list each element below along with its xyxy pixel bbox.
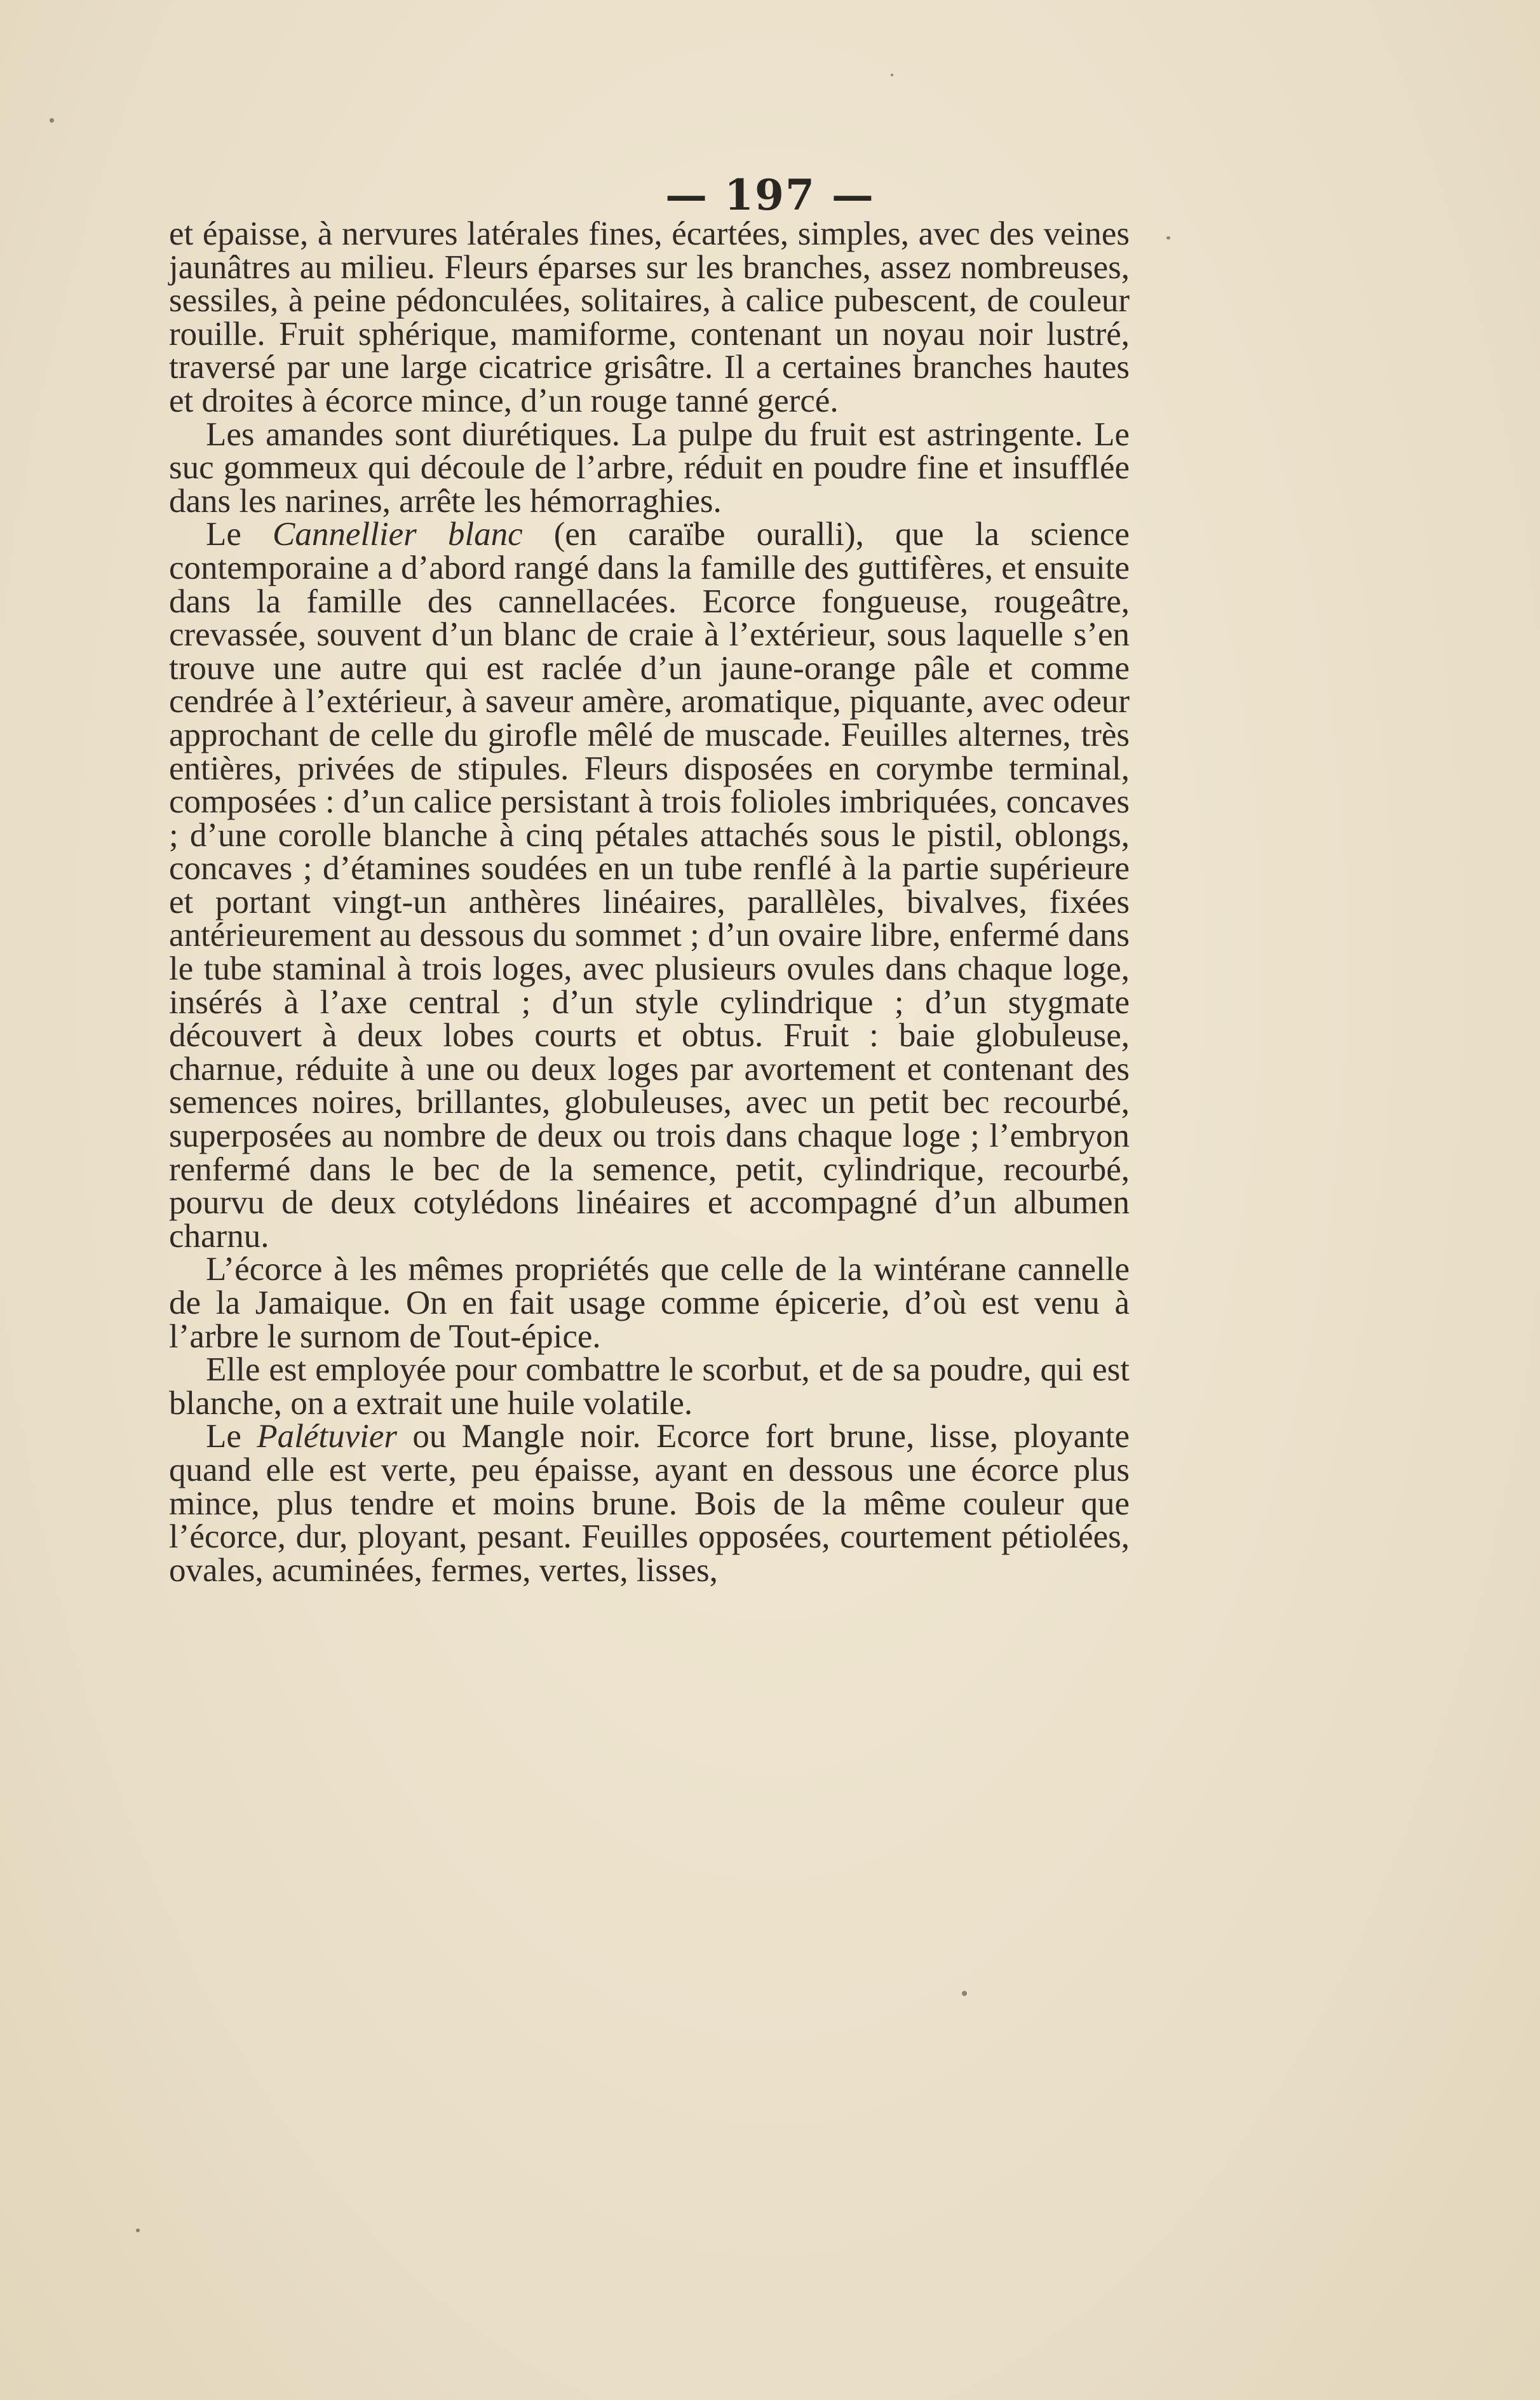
text-run: et épaisse, à nervures latérales fines, écartées, simples, avec des veines jaunâtres au milieu. Fleurs éparses sur les branches, assez nombreuses, sessiles, à peine pédonculées, solitaires, à calice pubescent, de couleur rouille. Fruit sphérique, mamiforme, contenant un noyau noir lustré, traversé par une large cicatrice grisâtre. Il a certaines branches hautes et droites à écorce mince, d’un rouge tanné gercé. [169, 215, 1130, 419]
page-number: — 197 — [665, 170, 875, 220]
text-run: L’écorce à les mêmes propriétés que celle de la wintérane cannelle de la Jamaique. On en fait usage comme épicerie, d’où est venu à l’arbre le surnom de Tout-épice. [169, 1251, 1130, 1355]
text-run: Le [206, 516, 273, 553]
paragraph [169, 518, 1130, 1253]
paragraph [169, 1353, 1130, 1420]
paragraph [169, 1253, 1130, 1353]
paragraph [169, 1420, 1130, 1587]
paper-speck [1166, 236, 1170, 239]
text-run: Elle est employée pour combattre le scorbut, et de sa poudre, qui est blanche, on a extrait une huile volatile. [169, 1351, 1130, 1422]
body-text [169, 217, 1130, 1587]
text-run: Les amandes sont diurétiques. La pulpe du fruit est astringente. Le suc gommeux qui découle de l’arbre, réduit en poudre fine et insufflée dans les narines, arrête les hémorraghies. [169, 415, 1130, 520]
text-run: (en caraïbe ouralli), que la science contemporaine a d’abord rangé dans la famille des guttifères, et ensuite dans la famille des cannellacées. Ecorce fongueuse, rougeâtre, crevassée, souvent d’un blanc de craie à l’extérieur, sous laquelle s’en trouve une autre qui est raclée d’un jaune-orange pâle et comme cendrée à l’extérieur, à saveur amère, aromatique, piquante, avec odeur approchant de celle du girofle mêlé de muscade. Feuilles alternes, très entières, privées de stipules. Fleurs disposées en corymbe terminal, composées : d’un calice persistant à trois folioles imbriquées, concaves ; d’une corolle blanche à cinq pétales attachés sous le pistil, oblongs, concaves ; d’étamines soudées en un tube renflé à la partie supérieure et portant vingt-un anthères linéaires, parallèles, bivalves, fixées antérieurement au dessous du sommet ; d’un ovaire libre, enfermé dans le tube staminal à trois loges, avec plusieurs ovules dans chaque loge, insérés à l’axe central ; d’un style cylindrique ; d’un stygmate découvert à deux lobes courts et obtus. Fruit : baie globuleuse, charnue, réduite à une ou deux loges par avortement et contenant des semences noires, brillantes, globuleuses, avec un petit bec recourbé, superposées au nombre de deux ou trois dans chaque loge ; l’embryon renfermé dans le bec de la semence, petit, cylindrique, recourbé, pourvu de deux cotylédons linéaires et accompagné d’un albumen charnu. [169, 516, 1130, 1255]
paper-speck [962, 1991, 967, 1996]
paper-speck [50, 118, 54, 123]
paper-speck [136, 2228, 140, 2232]
text-run: Le [206, 1418, 257, 1455]
italic-term: Cannellier blanc [273, 516, 523, 553]
text-run: ou Mangle noir. Ecorce fort brune, lisse, ployante quand elle est verte, peu épaisse, ayant en dessous une écorce plus mince, plus tendre et moins brune. Bois de la même couleur que l’écorce, dur, ployant, pesant. Feuilles opposées, courtement pétiolées, ovales, acuminées, fermes, vertes, lisses, [169, 1418, 1130, 1589]
paragraph [169, 415, 1130, 520]
paper-speck [891, 74, 893, 76]
paragraph [169, 217, 1130, 418]
italic-term: Palétuvier [257, 1418, 398, 1455]
